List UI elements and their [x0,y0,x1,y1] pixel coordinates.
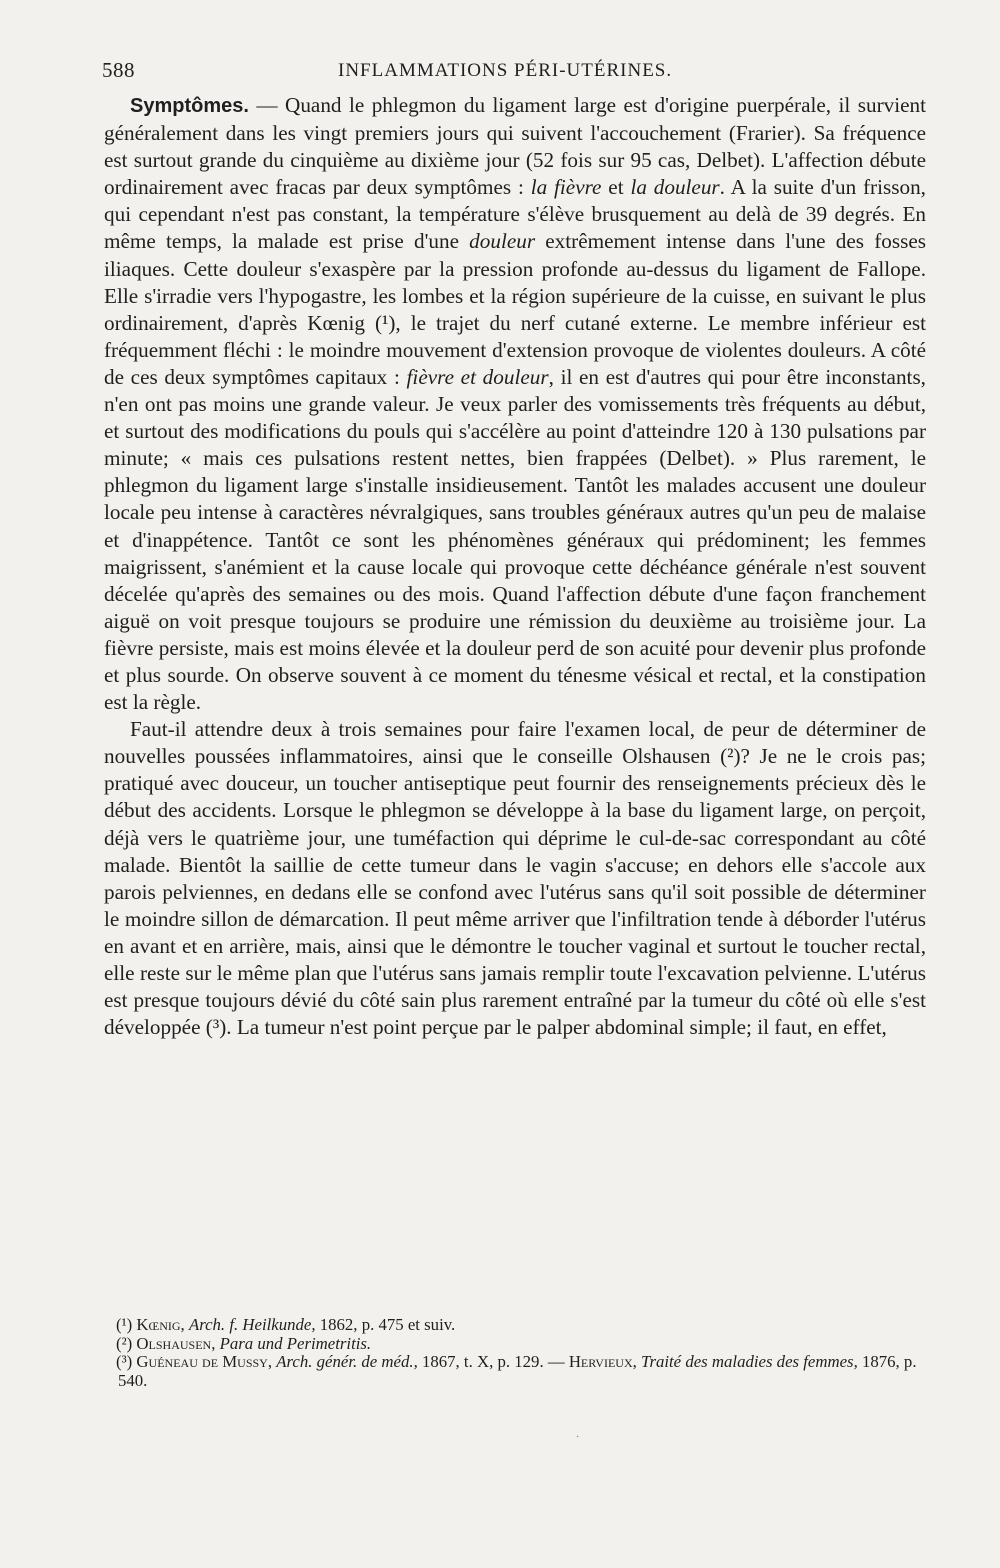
printer-dot: · [576,1432,580,1443]
footnote-ref-1: (¹) [374,310,396,335]
text-run: extrêmement intense dans l'une des fosses iliaques. Cette douleur s'exaspère par la pression profonde au-dessus du ligament de Fallope. Elle s'irradie vers l'hypogastre, les lombes et la région supérieure de la cuisse, en suivant le plus ordinairement, d'après Kœnig [104,229,926,335]
footnote-rest: 1867, t. X, p. 129. — [417,1352,569,1371]
footnote-mark: (¹) [116,1315,133,1334]
text-run: . A la suite d'un frisson, qui cependant n'est pas constant, la température s'élève brusquement au delà de 39 degrés. En même temps, la malade est prise d'une [104,175,926,254]
text-run: . La tumeur n'est point perçue par le palper abdominal simple; il faut, en effet, [226,1015,887,1040]
paragraph-symptoms [104,92,926,716]
italic-run: douleur [469,229,536,254]
footnote-mark: (²) [116,1333,133,1353]
running-head [102,58,922,88]
footnote-mark: (³) [116,1352,133,1371]
text-run: , le trajet du nerf cutané externe. Le membre inférieur est fréquemment fléchi : le moindre mouvement d'extension provoque de violentes douleurs. A côté de ces deux symptômes capitaux : [104,310,926,389]
footnote-work: Traité des maladies des femmes, [641,1352,858,1371]
text-run: et [601,175,631,200]
page-number: 588 [102,58,135,82]
text-run: ? Je ne le crois pas; pratiqué avec douceur, un toucher antiseptique peut fournir des renseignements précieux dès le début des accidents. Lorsque le phlegmon se développe à la base du ligament large, on perçoit, déjà vers le quatrième jour, une tuméfaction qui déprime le cul-de-sac correspondant au côté malade. Bientôt la saillie de cette tumeur dans le vagin s'accuse; en dehors elle s'accole aux parois pelviennes, en dedans elle se confond avec l'utérus sans qu'il soit possible de déterminer le moindre sillon de démarcation. Il peut même arriver que l'infiltration tende à déborder l'utérus en avant et en arrière, mais, ainsi que le démontre le toucher vaginal et surtout le toucher rectal, elle reste sur le même plan que l'utérus sans jamais remplir toute l'excavation pelvienne. L'utérus est presque toujours dévié du côté sain plus rarement entraîné par la tumeur du côté où elle s'est développée [104,744,926,1040]
footnote-author: Olshausen, [136,1333,216,1353]
section-heading: Symptômes. [130,95,249,117]
footnote-ref-3: (³) [205,1015,227,1040]
italic-run: la fièvre [530,175,602,200]
footnote-ref-2: (²) [720,744,741,769]
footnotes [104,1316,926,1390]
italic-run: la douleur [630,175,720,200]
paragraph-examination [104,716,926,1041]
running-title: INFLAMMATIONS PÉRI-UTÉRINES. [338,60,673,81]
footnote-work: Para und Perimetritis. [219,1333,372,1353]
footnote-1 [104,1316,926,1335]
text-run: , il en est d'autres qui pour être inconstants, n'en ont pas moins une grande valeur. Je veux parler des vomissements très fréquents au début, et surtout des modifications du pouls qui s'accélère au point d'atteindre 120 à 130 pulsations par minute; « mais ces pulsations restent nettes, bien frappées (Delbet). » Plus rarement, le phlegmon du ligament large s'installe insidieusement. Tantôt les malades accusent une douleur locale peu intense à caractères névralgiques, sans troubles généraux autres qu'un peu de malaise et d'inappétence. Tantôt ce sont les phénomènes généraux qui prédominent; les femmes maigrissent, s'anémient et la cause locale qui provoque cette déchéance générale n'est souvent décelée qu'après des semaines ou des mois. Quand l'affection débute d'une façon franchement aiguë on voit presque toujours se produire une rémission du deuxième au troisième jour. La fièvre persiste, mais est moins élevée et la douleur perd de son acuité pour devenir plus profonde et plus sourde. On observe souvent à ce moment du ténesme vésical et rectal, et la constipation est la règle. [104,364,926,715]
footnote-rest: 1862, p. 475 et suiv. [315,1315,456,1334]
footnote-author: Guéneau de Mussy, [136,1352,273,1371]
text-run: — Quand le phlegmon du ligament large est d'origine puerpérale, il survient généralement dans les vingt premiers jours qui suivent l'accouchement (Frarier). Sa fréquence est surtout grande du cinquième au dixième jour (52 fois sur 95 cas, Delbet). L'affection débute ordinairement avec fracas par deux symptômes : [104,93,926,200]
footnote-3 [104,1353,926,1390]
italic-run: fièvre et douleur [406,364,549,389]
footnote-work: Arch. f. Heilkunde, [188,1315,316,1334]
body-text [104,92,926,1041]
text-run: Faut-il attendre deux à trois semaines pour faire l'examen local, de peur de déterminer de nouvelles poussées inflammatoires, ainsi que le conseille Olshausen [104,717,926,769]
footnote-author: Kœnig, [136,1315,185,1334]
footnote-2 [104,1335,926,1354]
footnote-rest: 1876, p. 540. [118,1352,917,1390]
footnote-author: Hervieux, [568,1352,637,1371]
footnote-work: Arch. génér. de méd., [276,1352,418,1371]
